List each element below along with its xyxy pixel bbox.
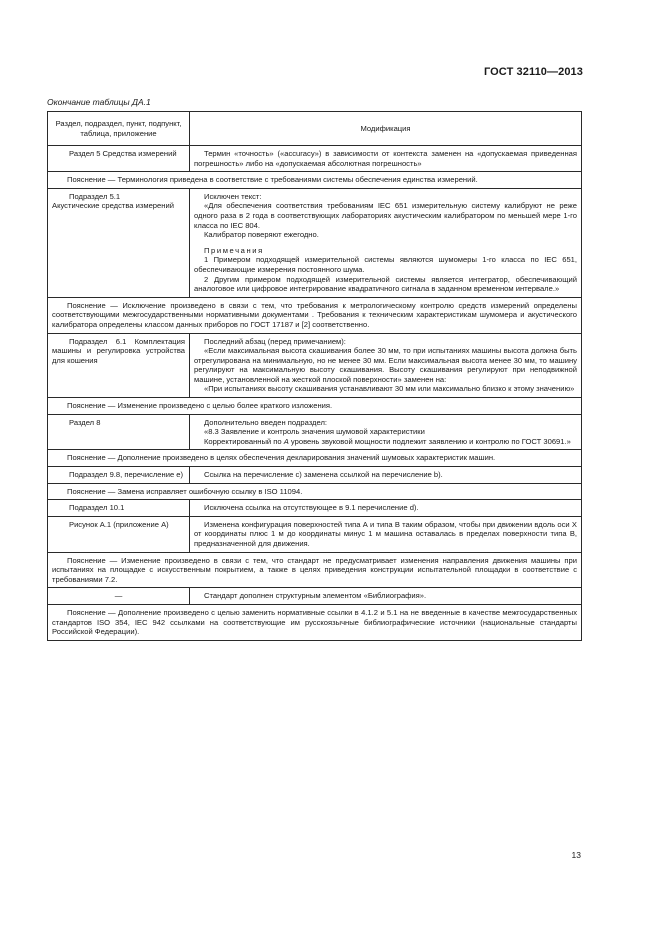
modification-cell: Последний абзац (перед примечанием): «Если максимальная высота скашивания более 30 мм, то при испытаниях машины высота должна быть отрегулирована на минимальную, но не менее 30 мм. Если максимальная высота менее 30 мм, то машину регулируют на максимальную высоту скашивания. Высоту скашивания регулируют при неподвижной машине, установленной на жесткой плоской поверхности» заменен на: «При испытаниях высоту скашивания устанавливают 30 мм или максимально близко к этому значению» bbox=[190, 333, 582, 398]
modification-cell: Ссылка на перечисление с) заменена ссылкой на перечисление b). bbox=[190, 467, 582, 484]
table-row bbox=[48, 516, 582, 552]
table-caption: Окончание таблицы ДА.1 bbox=[47, 97, 151, 107]
note-row bbox=[48, 552, 582, 588]
note-row bbox=[48, 450, 582, 467]
column-header-modification: Модификация bbox=[190, 112, 582, 146]
modification-cell: Исключен текст: «Для обеспечения соответствия требованиям IEC 651 измерительную систему калибруют не реже одного раза в 2 года в соответствующих лабораториях акустическим калибратором по меньшей мере 1-го класса по IEC 804. Калибратор поверяют ежегодно. Примечания 1 Примером подходящей измерительной системы являются шумомеры 1-го класса по IEC 651, обеспечивающие измерения постоянного шума. 2 Другим примером подходящей измерительной системы является интегратор, обеспечивающий аналоговое или цифровое интегрирование квадратичного сигнала в заданном временном интервале.» bbox=[190, 188, 582, 297]
note-cell: Пояснение — Изменение произведено с целью более краткого изложения. bbox=[48, 398, 582, 415]
section-cell: Раздел 8 bbox=[48, 414, 190, 450]
note-cell: Пояснение — Дополнение произведено с целью заменить нормативные ссылки в 4.1.2 и 5.1 на не введенные в качестве межгосударственных стандартов ISO 354, IEC 942 ссылками на соответствующие им русскоязычные библиографические источники (национальные стандарты Российской Федерации). bbox=[48, 604, 582, 640]
notes-heading: Примечания bbox=[204, 245, 264, 255]
section-cell: Подраздел 6.1 Комплектация машины и регулировка устройства для кошения bbox=[48, 333, 190, 398]
note-cell: Пояснение — Дополнение произведено в целях обеспечения декларирования значений шумовых характеристик машин. bbox=[48, 450, 582, 467]
note-row bbox=[48, 604, 582, 640]
table-row bbox=[48, 414, 582, 450]
modification-cell: Изменена конфигурация поверхностей типа А и типа В таким образом, чтобы при движении вдоль оси X от координаты плюс 1 м до координаты минус 1 м машина оставалась в пределах поверхности типа В, предназначенной для движения. bbox=[190, 516, 582, 552]
note-row bbox=[48, 483, 582, 500]
table-row bbox=[48, 333, 582, 398]
note-cell: Пояснение — Исключение произведено в связи с тем, что требования к метрологическому контролю средств измерений определены соответствующими межгосударственными нормативными документами . Требования к техническим характеристикам шумомера и акустического калибратора определены классом данных приборов по ГОСТ 17187 и [2] соответственно. bbox=[48, 297, 582, 333]
table-row bbox=[48, 467, 582, 484]
standard-designation: ГОСТ 32110—2013 bbox=[483, 66, 583, 78]
note-cell: Пояснение — Замена исправляет ошибочную ссылку в ISO 11094. bbox=[48, 483, 582, 500]
table-row bbox=[48, 188, 582, 297]
table-row bbox=[48, 588, 582, 605]
modification-cell: Стандарт дополнен структурным элементом «Библиография». bbox=[190, 588, 582, 605]
modification-cell: Дополнительно введен подраздел: «8.3 Заявление и контроль значения шумовой характеристики Корректированный по А уровень звуковой мощности подлежит заявлению и контролю по ГОСТ 30691.» bbox=[190, 414, 582, 450]
section-cell: Подраздел 10.1 bbox=[48, 500, 190, 517]
section-cell: Подраздел 5.1 Акустические средства измерений bbox=[48, 188, 190, 297]
page-number: 13 bbox=[571, 850, 581, 860]
section-cell: Подраздел 9.8, перечисление е) bbox=[48, 467, 190, 484]
modification-table bbox=[47, 111, 582, 641]
section-cell: Рисунок А.1 (приложение А) bbox=[48, 516, 190, 552]
modification-cell: Термин «точность» («accuracy») в зависимости от контекста заменен на «допускаемая приведенная погрешность» либо на «допускаемая абсолютная погрешность» bbox=[190, 146, 582, 172]
section-cell: Раздел 5 Средства измерений bbox=[48, 146, 190, 172]
section-cell: — bbox=[48, 588, 190, 605]
table-row bbox=[48, 146, 582, 172]
note-row bbox=[48, 398, 582, 415]
note-row bbox=[48, 297, 582, 333]
note-cell: Пояснение — Изменение произведено в связи с тем, что стандарт не предусматривает изменения направления движения машины при испытаниях на площадке с искусственным покрытием, а также в целях приведения конструкции испытательной площадки в соответствие с требованиями 7.2. bbox=[48, 552, 582, 588]
modification-cell: Исключена ссылка на отсутствующее в 9.1 перечисление d). bbox=[190, 500, 582, 517]
table-row bbox=[48, 500, 582, 517]
table-header-row bbox=[48, 112, 582, 146]
note-row bbox=[48, 172, 582, 189]
column-header-section: Раздел, подраздел, пункт, подпункт, таблица, приложение bbox=[48, 112, 190, 146]
note-cell: Пояснение — Терминология приведена в соответствие с требованиями системы обеспечения единства измерений. bbox=[48, 172, 582, 189]
